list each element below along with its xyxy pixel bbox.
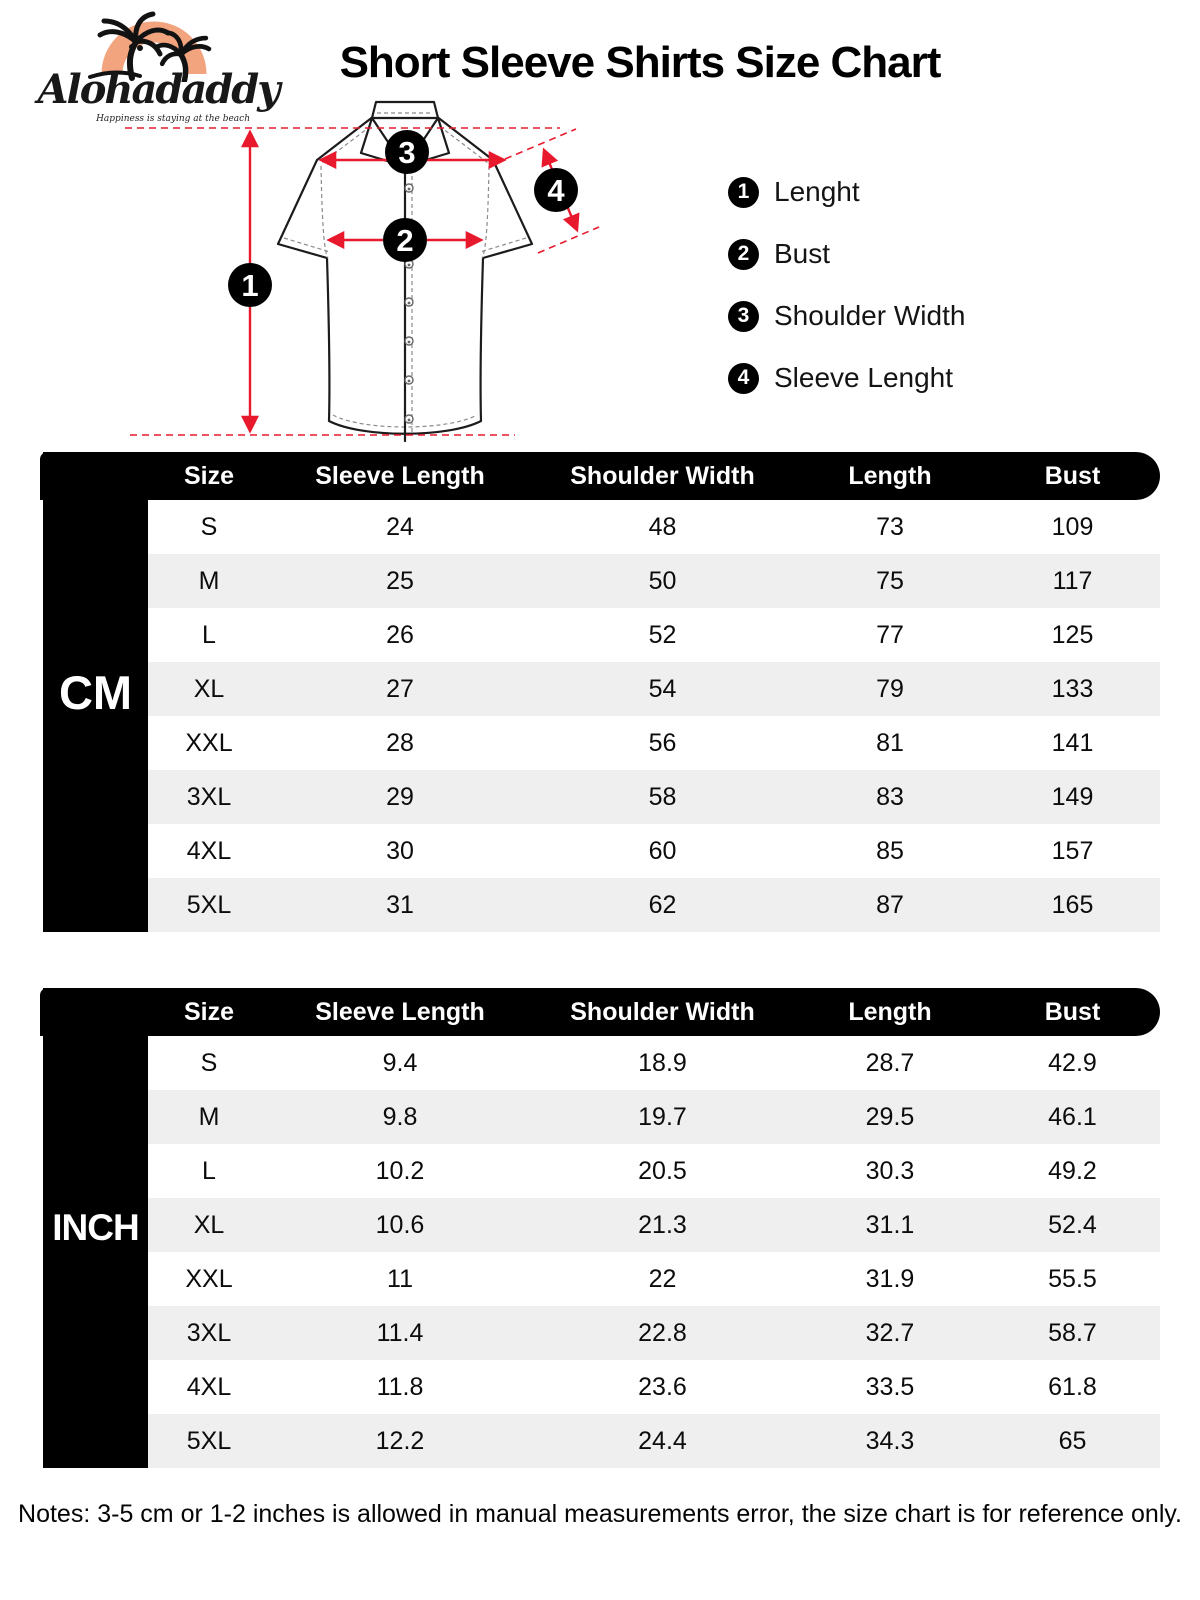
legend-badge-2: 2 [728, 239, 759, 270]
table-cell: 58 [648, 782, 677, 811]
measurement-notes: Notes: 3-5 cm or 1-2 inches is allowed in manual measurements error, the size chart is for reference only. [18, 1500, 1182, 1528]
table-cell: XXL [185, 1264, 233, 1293]
col-header-size: Size [183, 997, 235, 1026]
table-cell: 52.4 [1048, 1210, 1097, 1239]
table-cell: 60 [648, 836, 677, 865]
table-cell: 5XL [186, 1426, 232, 1455]
table-cell: 50 [648, 566, 677, 595]
brand-name: Alohadaddy [37, 66, 279, 113]
table-cell: 9.8 [382, 1102, 418, 1131]
table-cell: 28.7 [865, 1048, 915, 1077]
table-cell: 165 [1051, 890, 1094, 919]
table-cell: 3XL [186, 1318, 232, 1347]
table-row [148, 824, 1160, 878]
table-cell: M [198, 1102, 220, 1131]
table-cell: 49.2 [1048, 1156, 1097, 1185]
col-header-shoulder-width: Shoulder Width [570, 461, 755, 490]
table-cell: 42.9 [1048, 1048, 1097, 1077]
table-cell: 11.8 [376, 1372, 424, 1401]
col-header-sleeve-length: Sleeve Length [315, 997, 485, 1026]
table-body-cm [148, 500, 1160, 932]
table-cell: 20.5 [638, 1156, 687, 1185]
measurement-legend [728, 176, 965, 424]
table-cell: M [198, 566, 220, 595]
table-cell: 29.5 [865, 1102, 915, 1131]
table-cell: 141 [1051, 728, 1094, 757]
legend-label-bust: Bust [774, 238, 831, 269]
table-cell: 109 [1051, 512, 1094, 541]
table-row [148, 1036, 1160, 1090]
table-cell: S [200, 512, 218, 541]
table-cell: 117 [1052, 566, 1093, 595]
table-cell: 157 [1051, 836, 1094, 865]
table-cell: 56 [648, 728, 677, 757]
table-cell: 61.8 [1048, 1372, 1097, 1401]
table-cell: 27 [386, 674, 414, 703]
table-cell: 26 [386, 620, 414, 649]
table-row [148, 770, 1160, 824]
col-header-length: Length [848, 461, 932, 490]
table-cell: 22 [648, 1264, 677, 1293]
table-cell: 11.4 [376, 1318, 424, 1347]
table-cell: 125 [1051, 620, 1094, 649]
table-cell: 3XL [186, 782, 232, 811]
table-cell: 31.9 [865, 1264, 915, 1293]
table-row [148, 1306, 1160, 1360]
legend-item-shoulder-width [728, 300, 965, 332]
table-cell: 30 [386, 836, 414, 865]
table-cell: S [200, 1048, 218, 1077]
table-cell: 30.3 [865, 1156, 915, 1185]
table-cell: XL [193, 674, 225, 703]
table-row [148, 1414, 1160, 1468]
table-cell: 87 [876, 890, 904, 919]
col-header-shoulder-width: Shoulder Width [570, 997, 755, 1026]
table-header-inch [40, 988, 1160, 1036]
badge-4-number: 4 [547, 173, 565, 208]
table-cell: 31.1 [865, 1210, 915, 1239]
table-cell: L [202, 620, 216, 649]
legend-badge-1: 1 [728, 177, 759, 208]
table-cell: 62 [648, 890, 677, 919]
table-cell: 4XL [186, 836, 232, 865]
table-row [148, 608, 1160, 662]
legend-label-length: Lenght [774, 176, 860, 207]
table-cell: 31 [386, 890, 414, 919]
legend-badge-4: 4 [728, 363, 759, 394]
table-cell: 55.5 [1048, 1264, 1097, 1293]
table-cell: 4XL [186, 1372, 232, 1401]
table-cell: XL [193, 1210, 225, 1239]
table-row [148, 1252, 1160, 1306]
table-cell: 48 [648, 512, 677, 541]
table-cell: 54 [648, 674, 677, 703]
sleeve-guide-top [505, 129, 576, 159]
unit-label-cm: CM [43, 452, 148, 932]
table-cell: 52 [648, 620, 677, 649]
legend-item-length [728, 176, 965, 208]
col-header-bust: Bust [1044, 461, 1101, 490]
table-row [148, 662, 1160, 716]
table-cell: 10.2 [375, 1156, 425, 1185]
table-cell: 12.2 [375, 1426, 425, 1455]
table-cell: 133 [1051, 674, 1094, 703]
table-row [148, 878, 1160, 932]
table-cell: 79 [876, 674, 904, 703]
table-row [148, 1090, 1160, 1144]
table-row [148, 716, 1160, 770]
shirt-measurement-diagram [100, 92, 600, 452]
table-cell: 83 [876, 782, 904, 811]
table-cell: 22.8 [638, 1318, 687, 1347]
table-cell: 11 [387, 1264, 413, 1293]
table-cell: 18.9 [638, 1048, 687, 1077]
unit-label-inch: INCH [43, 988, 148, 1468]
sleeve-guide-bottom [538, 227, 599, 253]
table-cell: 19.7 [638, 1102, 687, 1131]
table-cell: 24.4 [638, 1426, 687, 1455]
table-cell: 46.1 [1048, 1102, 1097, 1131]
legend-badge-3: 3 [728, 301, 759, 332]
badge-1-number: 1 [241, 268, 259, 303]
table-cell: 5XL [186, 890, 232, 919]
col-header-sleeve-length: Sleeve Length [315, 461, 485, 490]
badge-2-number: 2 [396, 223, 414, 258]
table-cell: 33.5 [865, 1372, 915, 1401]
legend-label-shoulder-width: Shoulder Width [774, 300, 966, 331]
table-cell: 77 [876, 620, 904, 649]
badge-3-number: 3 [398, 135, 416, 170]
table-row [148, 1198, 1160, 1252]
table-cell: 58.7 [1048, 1318, 1097, 1347]
size-table-cm [40, 452, 1160, 932]
size-table-inch [40, 988, 1160, 1468]
table-cell: 149 [1051, 782, 1094, 811]
table-cell: 21.3 [638, 1210, 687, 1239]
table-cell: 81 [876, 728, 904, 757]
table-body-inch [148, 1036, 1160, 1468]
table-cell: 34.3 [865, 1426, 915, 1455]
col-header-size: Size [183, 461, 235, 490]
table-cell: 10.6 [375, 1210, 425, 1239]
table-cell: L [202, 1156, 216, 1185]
table-row [148, 1144, 1160, 1198]
table-row [148, 500, 1160, 554]
table-cell: 75 [876, 566, 904, 595]
col-header-length: Length [848, 997, 932, 1026]
table-cell: XXL [185, 728, 233, 757]
page-title: Short Sleeve Shirts Size Chart [339, 38, 941, 87]
table-header-cm [40, 452, 1160, 500]
legend-item-sleeve-length [728, 362, 965, 394]
table-cell: 25 [386, 566, 414, 595]
table-cell: 85 [876, 836, 904, 865]
col-header-bust: Bust [1044, 997, 1101, 1026]
legend-item-bust [728, 238, 965, 270]
table-cell: 9.4 [382, 1048, 418, 1077]
table-cell: 73 [876, 512, 904, 541]
table-cell: 23.6 [638, 1372, 687, 1401]
table-cell: 28 [386, 728, 414, 757]
legend-label-sleeve-length: Sleeve Lenght [774, 362, 954, 393]
table-row [148, 1360, 1160, 1414]
table-cell: 29 [386, 782, 414, 811]
table-cell: 65 [1058, 1426, 1087, 1455]
table-cell: 24 [386, 512, 414, 541]
brand-tagline: Happiness is staying at the beach [96, 114, 250, 124]
table-row [148, 554, 1160, 608]
table-cell: 32.7 [865, 1318, 915, 1347]
